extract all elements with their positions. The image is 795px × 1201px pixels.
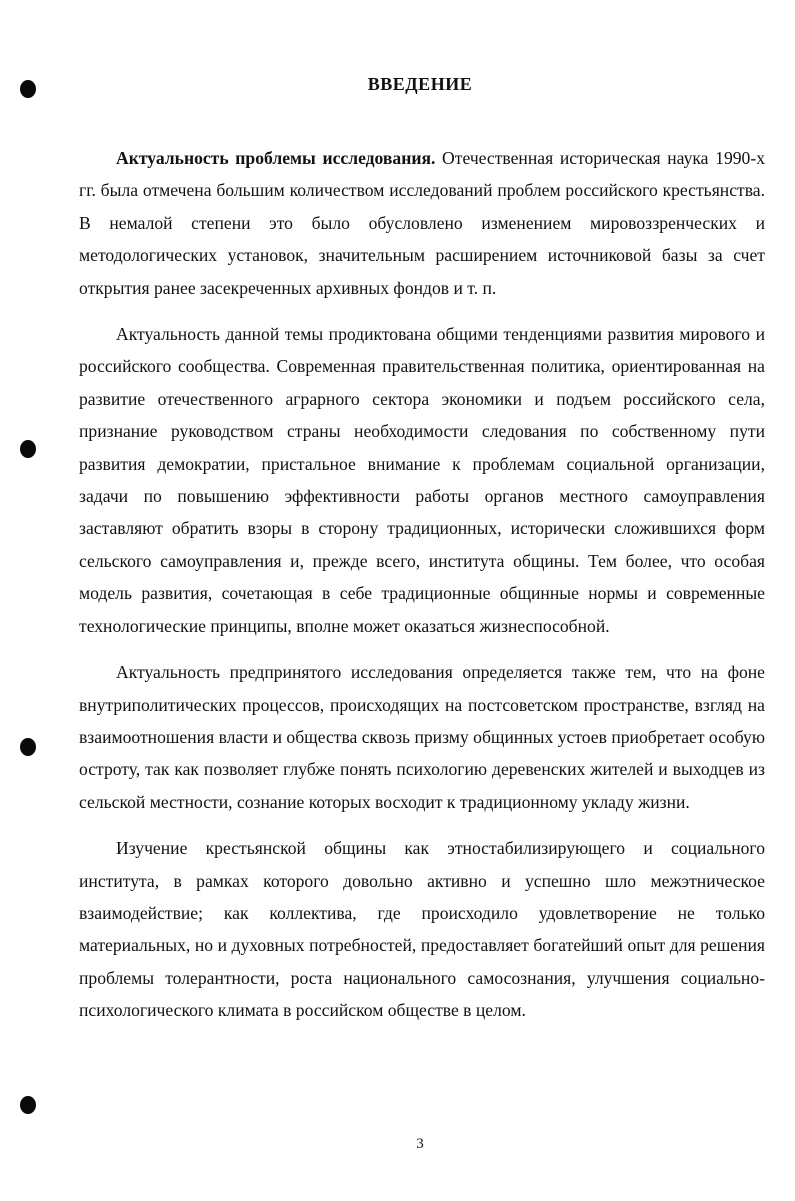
punch-hole-3 — [20, 738, 36, 756]
paragraph-2 — [79, 318, 765, 642]
paragraph-4 — [79, 832, 765, 1026]
page-number: 3 — [416, 1136, 424, 1152]
paragraph-1 — [79, 142, 765, 304]
paragraph-lead: Актуальность проблемы исследования. — [116, 148, 436, 168]
document-title: ВВЕДЕНИЕ — [367, 74, 473, 94]
paragraph-text: Актуальность предпринятого исследования определяется также тем, что на фоне внутриполитических процессов, происходящих на постсоветском пространстве, взгляд на взаимоотношения власти и общества сквозь призму общинных устоев приобретает особую остроту, так как позволяет глубже понять психологию деревенских жителей и выходцев из сельской местности, сознание которых восходит к традиционному укладу жизни. — [79, 662, 765, 812]
punch-hole-4 — [20, 1096, 36, 1114]
punch-hole-2 — [20, 440, 36, 458]
paragraph-3 — [79, 656, 765, 818]
document-body — [79, 142, 765, 1041]
paragraph-text: Изучение крестьянской общины как этностабилизирующего и социального института, в рамках которого довольно активно и успешно шло межэтническое взаимодействие; как коллектива, где происходило удовлетворение не только материальных, но и духовных потребностей, предоставляет богатейший опыт для решения проблемы толерантности, роста национального самосознания, улучшения социально-психологического климата в российском обществе в целом. — [79, 838, 765, 1021]
paragraph-text: Актуальность данной темы продиктована общими тенденциями развития мирового и российского сообщества. Современная правительственная политика, ориентированная на развитие отечественного аграрного сектора экономики и подъем российского села, признание руководством страны необходимости следования по собственному пути развития демократии, пристальное внимание к проблемам социальной организации, задачи по повышению эффективности работы органов местного самоуправления заставляют обратить взоры в сторону традиционных, исторически сложившихся форм сельского самоуправления и, прежде всего, института общины. Тем более, что особая модель развития, сочетающая в себе традиционные общинные нормы и современные технологические принципы, вполне может оказаться жизнеспособной. — [79, 324, 765, 636]
paragraph-text: Отечественная историческая наука 1990-х гг. была отмечена большим количеством исследований проблем российского крестьянства. В немалой степени это было обусловлено изменением мировоззренческих и методологических установок, значительным расширением источниковой базы за счет открытия ранее засекреченных архивных фондов и т. п. — [79, 148, 765, 298]
